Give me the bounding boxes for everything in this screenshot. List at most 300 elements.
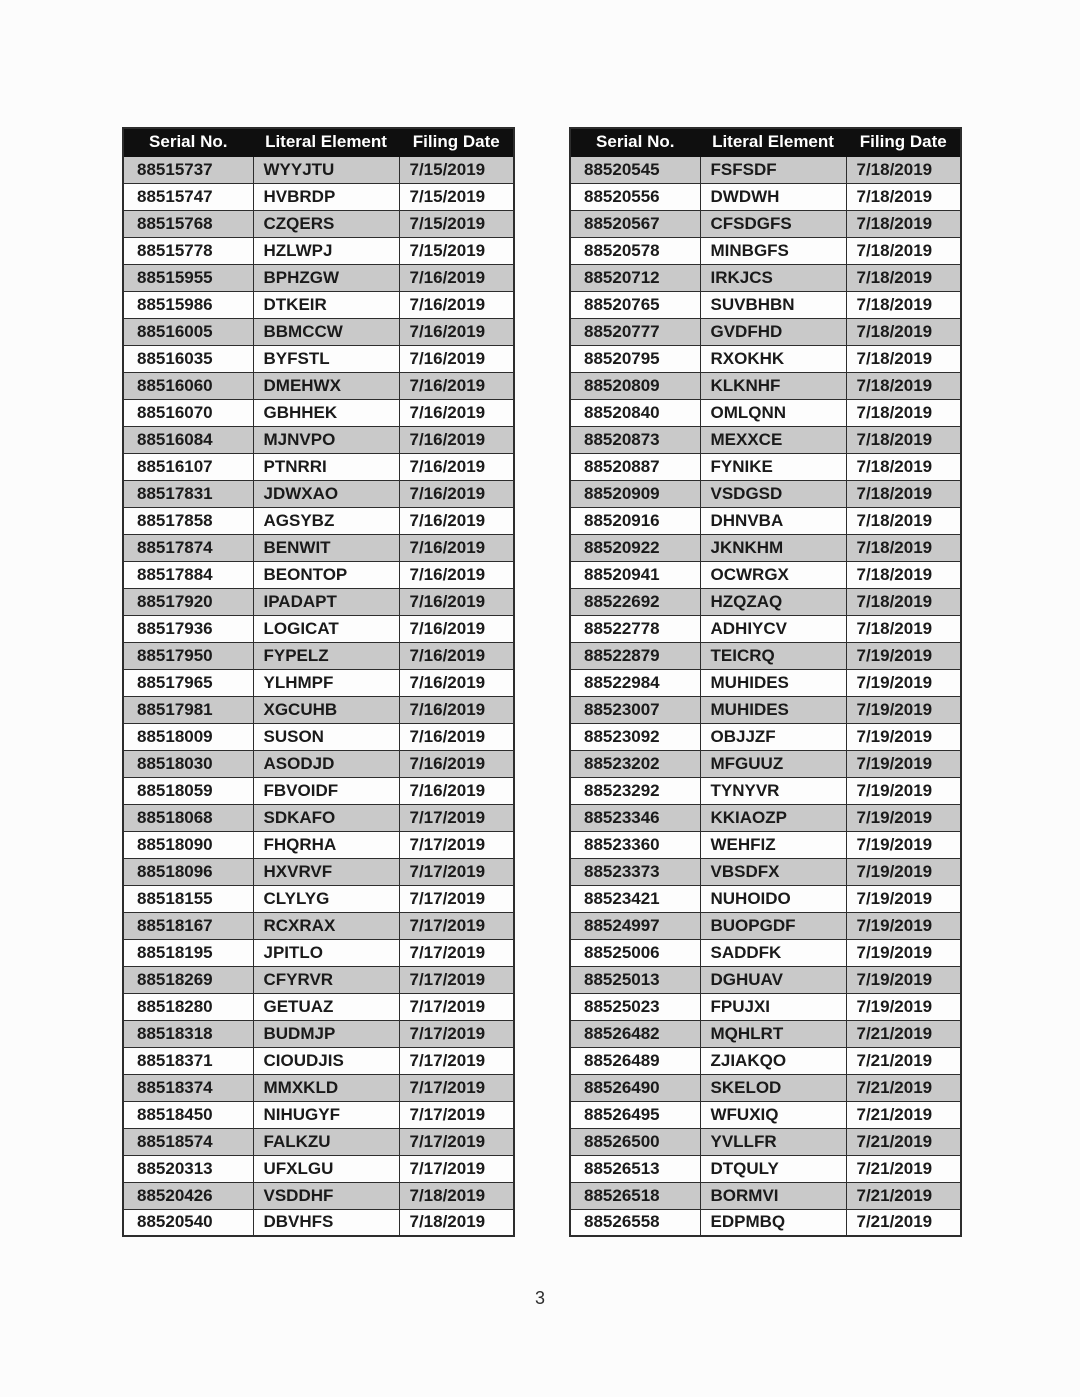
serial-cell: 88523292 bbox=[570, 777, 700, 804]
serial-cell: 88516084 bbox=[123, 426, 253, 453]
table-row bbox=[123, 1155, 514, 1182]
filing-date-cell: 7/16/2019 bbox=[399, 480, 514, 507]
filing-date-cell: 7/17/2019 bbox=[399, 858, 514, 885]
serial-cell: 88518096 bbox=[123, 858, 253, 885]
filing-date-cell: 7/19/2019 bbox=[846, 939, 961, 966]
table-row bbox=[123, 696, 514, 723]
filing-date-cell: 7/18/2019 bbox=[846, 291, 961, 318]
serial-cell: 88523092 bbox=[570, 723, 700, 750]
table-row bbox=[123, 1101, 514, 1128]
serial-cell: 88515778 bbox=[123, 237, 253, 264]
table-row bbox=[123, 966, 514, 993]
literal-element-cell: MJNVPO bbox=[253, 426, 399, 453]
literal-element-cell: FSFSDF bbox=[700, 156, 846, 183]
table-row bbox=[123, 642, 514, 669]
table-body bbox=[570, 156, 961, 1236]
table-row bbox=[570, 723, 961, 750]
table-row bbox=[123, 1047, 514, 1074]
table-row bbox=[123, 669, 514, 696]
table-row bbox=[123, 588, 514, 615]
filing-date-cell: 7/16/2019 bbox=[399, 507, 514, 534]
serial-cell: 88526513 bbox=[570, 1155, 700, 1182]
filing-date-cell: 7/18/2019 bbox=[846, 156, 961, 183]
filing-date-cell: 7/19/2019 bbox=[846, 885, 961, 912]
table-row bbox=[123, 1020, 514, 1047]
serial-cell: 88515747 bbox=[123, 183, 253, 210]
filing-date-cell: 7/16/2019 bbox=[399, 399, 514, 426]
filing-date-cell: 7/16/2019 bbox=[399, 426, 514, 453]
filing-date-cell: 7/18/2019 bbox=[846, 426, 961, 453]
table-row bbox=[570, 534, 961, 561]
serial-cell: 88526558 bbox=[570, 1209, 700, 1236]
literal-element-cell: OMLQNN bbox=[700, 399, 846, 426]
literal-element-cell: DMEHWX bbox=[253, 372, 399, 399]
serial-cell: 88520873 bbox=[570, 426, 700, 453]
filing-date-cell: 7/19/2019 bbox=[846, 912, 961, 939]
serial-cell: 88518090 bbox=[123, 831, 253, 858]
filing-date-cell: 7/18/2019 bbox=[846, 264, 961, 291]
table-row bbox=[570, 156, 961, 183]
serial-cell: 88523373 bbox=[570, 858, 700, 885]
literal-element-cell: CLYLYG bbox=[253, 885, 399, 912]
table-row bbox=[123, 750, 514, 777]
literal-element-cell: YLHMPF bbox=[253, 669, 399, 696]
table-row bbox=[570, 1020, 961, 1047]
literal-element-cell: MMXKLD bbox=[253, 1074, 399, 1101]
literal-element-cell: MINBGFS bbox=[700, 237, 846, 264]
serial-cell: 88520922 bbox=[570, 534, 700, 561]
table-row bbox=[570, 210, 961, 237]
literal-element-cell: FYNIKE bbox=[700, 453, 846, 480]
serial-cell: 88516005 bbox=[123, 318, 253, 345]
filing-date-cell: 7/19/2019 bbox=[846, 750, 961, 777]
literal-element-cell: TEICRQ bbox=[700, 642, 846, 669]
serial-cell: 88518059 bbox=[123, 777, 253, 804]
literal-element-cell: SDKAFO bbox=[253, 804, 399, 831]
table-row bbox=[570, 507, 961, 534]
table-row bbox=[570, 642, 961, 669]
filing-date-cell: 7/19/2019 bbox=[846, 858, 961, 885]
filing-date-cell: 7/17/2019 bbox=[399, 1155, 514, 1182]
literal-element-cell: BUOPGDF bbox=[700, 912, 846, 939]
table-row bbox=[123, 372, 514, 399]
literal-element-cell: VBSDFX bbox=[700, 858, 846, 885]
literal-element-cell: WFUXIQ bbox=[700, 1101, 846, 1128]
filing-date-cell: 7/15/2019 bbox=[399, 156, 514, 183]
literal-element-cell: BYFSTL bbox=[253, 345, 399, 372]
table-row bbox=[570, 1047, 961, 1074]
literal-element-cell: IPADAPT bbox=[253, 588, 399, 615]
table-row bbox=[123, 777, 514, 804]
literal-element-cell: SUSON bbox=[253, 723, 399, 750]
filing-date-cell: 7/16/2019 bbox=[399, 345, 514, 372]
table-row bbox=[123, 1074, 514, 1101]
table-row bbox=[570, 318, 961, 345]
column-header-filing-date: Filing Date bbox=[846, 128, 961, 156]
filing-date-cell: 7/18/2019 bbox=[846, 453, 961, 480]
serial-cell: 88518068 bbox=[123, 804, 253, 831]
serial-cell: 88515986 bbox=[123, 291, 253, 318]
filing-date-cell: 7/19/2019 bbox=[846, 723, 961, 750]
literal-element-cell: HVBRDP bbox=[253, 183, 399, 210]
filing-date-cell: 7/16/2019 bbox=[399, 615, 514, 642]
serial-cell: 88515737 bbox=[123, 156, 253, 183]
serial-cell: 88520909 bbox=[570, 480, 700, 507]
filing-date-cell: 7/17/2019 bbox=[399, 939, 514, 966]
table-row bbox=[570, 291, 961, 318]
literal-element-cell: WYYJTU bbox=[253, 156, 399, 183]
table-row bbox=[570, 831, 961, 858]
table-row bbox=[123, 183, 514, 210]
filing-date-cell: 7/16/2019 bbox=[399, 318, 514, 345]
serial-cell: 88518030 bbox=[123, 750, 253, 777]
table-row bbox=[570, 372, 961, 399]
literal-element-cell: CIOUDJIS bbox=[253, 1047, 399, 1074]
serial-cell: 88523346 bbox=[570, 804, 700, 831]
filing-date-cell: 7/16/2019 bbox=[399, 264, 514, 291]
serial-cell: 88520578 bbox=[570, 237, 700, 264]
table-row bbox=[570, 615, 961, 642]
filing-date-cell: 7/19/2019 bbox=[846, 804, 961, 831]
literal-element-cell: TYNYVR bbox=[700, 777, 846, 804]
filing-date-cell: 7/17/2019 bbox=[399, 1047, 514, 1074]
table-row bbox=[570, 966, 961, 993]
filing-date-cell: 7/17/2019 bbox=[399, 1128, 514, 1155]
table-row bbox=[570, 858, 961, 885]
filing-date-cell: 7/19/2019 bbox=[846, 993, 961, 1020]
table-body bbox=[123, 156, 514, 1236]
literal-element-cell: HXVRVF bbox=[253, 858, 399, 885]
table-row bbox=[123, 237, 514, 264]
serial-cell: 88520567 bbox=[570, 210, 700, 237]
literal-element-cell: CFYRVR bbox=[253, 966, 399, 993]
filing-date-cell: 7/19/2019 bbox=[846, 966, 961, 993]
table-row bbox=[570, 1101, 961, 1128]
literal-element-cell: DTKEIR bbox=[253, 291, 399, 318]
literal-element-cell: DBVHFS bbox=[253, 1209, 399, 1236]
serial-cell: 88520840 bbox=[570, 399, 700, 426]
serial-cell: 88518009 bbox=[123, 723, 253, 750]
filing-date-cell: 7/21/2019 bbox=[846, 1101, 961, 1128]
serial-cell: 88522692 bbox=[570, 588, 700, 615]
literal-element-cell: FHQRHA bbox=[253, 831, 399, 858]
serial-cell: 88520540 bbox=[123, 1209, 253, 1236]
filing-date-cell: 7/21/2019 bbox=[846, 1209, 961, 1236]
filing-date-cell: 7/17/2019 bbox=[399, 1074, 514, 1101]
serial-cell: 88517965 bbox=[123, 669, 253, 696]
serial-cell: 88516060 bbox=[123, 372, 253, 399]
filing-date-cell: 7/17/2019 bbox=[399, 885, 514, 912]
literal-element-cell: ZJIAKQO bbox=[700, 1047, 846, 1074]
serial-cell: 88518269 bbox=[123, 966, 253, 993]
literal-element-cell: FALKZU bbox=[253, 1128, 399, 1155]
table-row bbox=[123, 156, 514, 183]
serial-cell: 88522778 bbox=[570, 615, 700, 642]
table-header bbox=[123, 128, 514, 156]
table-row bbox=[570, 264, 961, 291]
literal-element-cell: ADHIYCV bbox=[700, 615, 846, 642]
literal-element-cell: SADDFK bbox=[700, 939, 846, 966]
literal-element-cell: OCWRGX bbox=[700, 561, 846, 588]
header-row bbox=[570, 128, 961, 156]
filing-date-cell: 7/16/2019 bbox=[399, 588, 514, 615]
serial-cell: 88520712 bbox=[570, 264, 700, 291]
serial-cell: 88520545 bbox=[570, 156, 700, 183]
literal-element-cell: HZLWPJ bbox=[253, 237, 399, 264]
serial-table-left bbox=[122, 127, 515, 1237]
literal-element-cell: IRKJCS bbox=[700, 264, 846, 291]
table-row bbox=[570, 696, 961, 723]
filing-date-cell: 7/16/2019 bbox=[399, 453, 514, 480]
serial-cell: 88523202 bbox=[570, 750, 700, 777]
filing-date-cell: 7/19/2019 bbox=[846, 696, 961, 723]
literal-element-cell: OBJJZF bbox=[700, 723, 846, 750]
filing-date-cell: 7/18/2019 bbox=[846, 318, 961, 345]
serial-cell: 88525013 bbox=[570, 966, 700, 993]
table-row bbox=[570, 939, 961, 966]
serial-cell: 88522879 bbox=[570, 642, 700, 669]
table-row bbox=[123, 831, 514, 858]
serial-cell: 88517884 bbox=[123, 561, 253, 588]
literal-element-cell: JPITLO bbox=[253, 939, 399, 966]
serial-cell: 88526495 bbox=[570, 1101, 700, 1128]
literal-element-cell: EDPMBQ bbox=[700, 1209, 846, 1236]
table-row bbox=[123, 1128, 514, 1155]
literal-element-cell: LOGICAT bbox=[253, 615, 399, 642]
column-header-serial-no: Serial No. bbox=[570, 128, 700, 156]
serial-cell: 88518574 bbox=[123, 1128, 253, 1155]
literal-element-cell: MUHIDES bbox=[700, 669, 846, 696]
table-row bbox=[570, 1209, 961, 1236]
table-header bbox=[570, 128, 961, 156]
table-row bbox=[123, 534, 514, 561]
table-row bbox=[123, 1182, 514, 1209]
serial-cell: 88517874 bbox=[123, 534, 253, 561]
filing-date-cell: 7/17/2019 bbox=[399, 1101, 514, 1128]
table-row bbox=[570, 993, 961, 1020]
table-row bbox=[570, 1182, 961, 1209]
serial-cell: 88515955 bbox=[123, 264, 253, 291]
literal-element-cell: HZQZAQ bbox=[700, 588, 846, 615]
serial-cell: 88520941 bbox=[570, 561, 700, 588]
filing-date-cell: 7/16/2019 bbox=[399, 750, 514, 777]
serial-cell: 88518167 bbox=[123, 912, 253, 939]
literal-element-cell: CZQERS bbox=[253, 210, 399, 237]
table-row bbox=[570, 1155, 961, 1182]
serial-cell: 88518155 bbox=[123, 885, 253, 912]
filing-date-cell: 7/21/2019 bbox=[846, 1182, 961, 1209]
table-row bbox=[570, 183, 961, 210]
column-header-literal-element: Literal Element bbox=[253, 128, 399, 156]
filing-date-cell: 7/18/2019 bbox=[399, 1209, 514, 1236]
filing-date-cell: 7/17/2019 bbox=[399, 1020, 514, 1047]
table-row bbox=[570, 345, 961, 372]
filing-date-cell: 7/18/2019 bbox=[846, 210, 961, 237]
table-row bbox=[123, 561, 514, 588]
literal-element-cell: SKELOD bbox=[700, 1074, 846, 1101]
table-row bbox=[123, 912, 514, 939]
serial-cell: 88518318 bbox=[123, 1020, 253, 1047]
filing-date-cell: 7/18/2019 bbox=[846, 183, 961, 210]
literal-element-cell: RCXRAX bbox=[253, 912, 399, 939]
serial-cell: 88525006 bbox=[570, 939, 700, 966]
table-row bbox=[123, 1209, 514, 1236]
table-row bbox=[123, 345, 514, 372]
serial-cell: 88526489 bbox=[570, 1047, 700, 1074]
filing-date-cell: 7/21/2019 bbox=[846, 1128, 961, 1155]
filing-date-cell: 7/21/2019 bbox=[846, 1155, 961, 1182]
serial-cell: 88517858 bbox=[123, 507, 253, 534]
literal-element-cell: BBMCCW bbox=[253, 318, 399, 345]
table-row bbox=[570, 885, 961, 912]
filing-date-cell: 7/16/2019 bbox=[399, 723, 514, 750]
serial-cell: 88526490 bbox=[570, 1074, 700, 1101]
table-row bbox=[123, 723, 514, 750]
literal-element-cell: UFXLGU bbox=[253, 1155, 399, 1182]
serial-cell: 88520777 bbox=[570, 318, 700, 345]
filing-date-cell: 7/18/2019 bbox=[846, 534, 961, 561]
serial-cell: 88520887 bbox=[570, 453, 700, 480]
serial-cell: 88526482 bbox=[570, 1020, 700, 1047]
filing-date-cell: 7/15/2019 bbox=[399, 237, 514, 264]
literal-element-cell: GBHHEK bbox=[253, 399, 399, 426]
serial-cell: 88525023 bbox=[570, 993, 700, 1020]
literal-element-cell: FBVOIDF bbox=[253, 777, 399, 804]
literal-element-cell: SUVBHBN bbox=[700, 291, 846, 318]
table-row bbox=[123, 939, 514, 966]
table-row bbox=[570, 561, 961, 588]
header-row bbox=[123, 128, 514, 156]
filing-date-cell: 7/18/2019 bbox=[846, 615, 961, 642]
literal-element-cell: GETUAZ bbox=[253, 993, 399, 1020]
column-header-serial-no: Serial No. bbox=[123, 128, 253, 156]
serial-cell: 88518450 bbox=[123, 1101, 253, 1128]
table-row bbox=[570, 1074, 961, 1101]
literal-element-cell: YVLLFR bbox=[700, 1128, 846, 1155]
literal-element-cell: NIHUGYF bbox=[253, 1101, 399, 1128]
filing-date-cell: 7/17/2019 bbox=[399, 993, 514, 1020]
literal-element-cell: BPHZGW bbox=[253, 264, 399, 291]
column-header-filing-date: Filing Date bbox=[399, 128, 514, 156]
literal-element-cell: BUDMJP bbox=[253, 1020, 399, 1047]
table-row bbox=[123, 318, 514, 345]
filing-date-cell: 7/17/2019 bbox=[399, 966, 514, 993]
literal-element-cell: BORMVI bbox=[700, 1182, 846, 1209]
filing-date-cell: 7/18/2019 bbox=[846, 480, 961, 507]
literal-element-cell: MQHLRT bbox=[700, 1020, 846, 1047]
table-row bbox=[123, 264, 514, 291]
filing-date-cell: 7/19/2019 bbox=[846, 831, 961, 858]
table-row bbox=[123, 993, 514, 1020]
filing-date-cell: 7/15/2019 bbox=[399, 183, 514, 210]
filing-date-cell: 7/19/2019 bbox=[846, 669, 961, 696]
serial-cell: 88516070 bbox=[123, 399, 253, 426]
serial-table-right bbox=[569, 127, 962, 1237]
filing-date-cell: 7/19/2019 bbox=[846, 777, 961, 804]
serial-cell: 88523421 bbox=[570, 885, 700, 912]
serial-cell: 88516107 bbox=[123, 453, 253, 480]
literal-element-cell: MUHIDES bbox=[700, 696, 846, 723]
serial-cell: 88523007 bbox=[570, 696, 700, 723]
table-row bbox=[570, 1128, 961, 1155]
serial-cell: 88517981 bbox=[123, 696, 253, 723]
serial-cell: 88520313 bbox=[123, 1155, 253, 1182]
literal-element-cell: WEHFIZ bbox=[700, 831, 846, 858]
serial-cell: 88518371 bbox=[123, 1047, 253, 1074]
table-row bbox=[570, 777, 961, 804]
filing-date-cell: 7/21/2019 bbox=[846, 1074, 961, 1101]
serial-cell: 88520426 bbox=[123, 1182, 253, 1209]
literal-element-cell: FPUJXI bbox=[700, 993, 846, 1020]
filing-date-cell: 7/18/2019 bbox=[399, 1182, 514, 1209]
tables-container bbox=[122, 127, 962, 1237]
page-number: 3 bbox=[534, 1288, 545, 1308]
literal-element-cell: BEONTOP bbox=[253, 561, 399, 588]
serial-cell: 88520556 bbox=[570, 183, 700, 210]
column-header-literal-element: Literal Element bbox=[700, 128, 846, 156]
literal-element-cell: ASODJD bbox=[253, 750, 399, 777]
filing-date-cell: 7/16/2019 bbox=[399, 669, 514, 696]
serial-cell: 88518280 bbox=[123, 993, 253, 1020]
serial-cell: 88517950 bbox=[123, 642, 253, 669]
filing-date-cell: 7/18/2019 bbox=[846, 237, 961, 264]
table-row bbox=[123, 399, 514, 426]
serial-cell: 88523360 bbox=[570, 831, 700, 858]
table-row bbox=[570, 750, 961, 777]
serial-cell: 88520809 bbox=[570, 372, 700, 399]
serial-cell: 88517920 bbox=[123, 588, 253, 615]
table-row bbox=[123, 885, 514, 912]
filing-date-cell: 7/16/2019 bbox=[399, 642, 514, 669]
literal-element-cell: MEXXCE bbox=[700, 426, 846, 453]
serial-cell: 88516035 bbox=[123, 345, 253, 372]
serial-cell: 88526518 bbox=[570, 1182, 700, 1209]
serial-cell: 88520765 bbox=[570, 291, 700, 318]
literal-element-cell: GVDFHD bbox=[700, 318, 846, 345]
table-row bbox=[123, 804, 514, 831]
table-row bbox=[123, 507, 514, 534]
filing-date-cell: 7/18/2019 bbox=[846, 507, 961, 534]
literal-element-cell: BENWIT bbox=[253, 534, 399, 561]
table-row bbox=[123, 615, 514, 642]
serial-cell: 88522984 bbox=[570, 669, 700, 696]
serial-cell: 88520795 bbox=[570, 345, 700, 372]
table-row bbox=[123, 453, 514, 480]
filing-date-cell: 7/18/2019 bbox=[846, 345, 961, 372]
table-row bbox=[570, 588, 961, 615]
filing-date-cell: 7/21/2019 bbox=[846, 1047, 961, 1074]
literal-element-cell: VSDDHF bbox=[253, 1182, 399, 1209]
literal-element-cell: MFGUUZ bbox=[700, 750, 846, 777]
serial-cell: 88520916 bbox=[570, 507, 700, 534]
literal-element-cell: KKIAOZP bbox=[700, 804, 846, 831]
literal-element-cell: DHNVBA bbox=[700, 507, 846, 534]
literal-element-cell: DWDWH bbox=[700, 183, 846, 210]
serial-cell: 88517831 bbox=[123, 480, 253, 507]
literal-element-cell: VSDGSD bbox=[700, 480, 846, 507]
literal-element-cell: CFSDGFS bbox=[700, 210, 846, 237]
filing-date-cell: 7/21/2019 bbox=[846, 1020, 961, 1047]
filing-date-cell: 7/18/2019 bbox=[846, 399, 961, 426]
table-row bbox=[123, 480, 514, 507]
filing-date-cell: 7/16/2019 bbox=[399, 696, 514, 723]
filing-date-cell: 7/16/2019 bbox=[399, 561, 514, 588]
filing-date-cell: 7/19/2019 bbox=[846, 642, 961, 669]
table-row bbox=[123, 426, 514, 453]
table-row bbox=[123, 858, 514, 885]
literal-element-cell: DGHUAV bbox=[700, 966, 846, 993]
literal-element-cell: KLKNHF bbox=[700, 372, 846, 399]
